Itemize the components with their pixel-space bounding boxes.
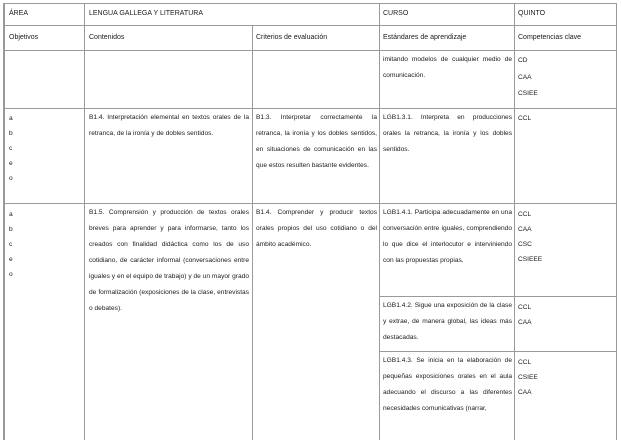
- competencia-item: CCL: [518, 359, 532, 366]
- objetivo-item: b: [9, 130, 13, 137]
- row-divider: [4, 50, 616, 51]
- row-divider: [4, 108, 616, 109]
- area-value: LENGUA GALLEGA Y LITERATURA: [89, 10, 203, 17]
- column-header-competencias: Competencias clave: [518, 34, 582, 41]
- objetivo-item: c: [9, 145, 13, 152]
- criterio-text: B1.4. Comprender y producir textos orales propios del uso cotidiano o del ámbito académico.: [256, 209, 377, 248]
- column-divider: [252, 25, 253, 440]
- criterio-text: B1.3. Interpretar correctamente la retranca, la ironía y los dobles sentidos, en situaciones de comunicación en las que estos resulten bastante evidentes.: [256, 114, 377, 169]
- competencia-item: CCL: [518, 211, 532, 218]
- objetivos-list: [9, 207, 13, 282]
- competencia-item: CSIEE: [518, 90, 538, 97]
- column-divider: [4, 4, 5, 440]
- estandar-text: LGB1.3.1. Interpreta en producciones orales la retranca, la ironía y los dobles sentidos.: [383, 114, 512, 153]
- objetivo-item: a: [9, 211, 13, 218]
- estandar-text: LGB1.4.1. Participa adecuadamente en una conversación entre iguales, comprendiendo lo que dice el interlocutor e interviniendo con las propuestas propias.: [383, 209, 512, 264]
- column-divider: [514, 4, 515, 440]
- objetivo-item: a: [9, 115, 13, 122]
- objetivo-item: o: [9, 175, 13, 182]
- column-header-contenidos: Contenidos: [89, 34, 125, 41]
- competencia-item: CCL: [518, 304, 532, 311]
- curriculum-table: [3, 3, 617, 440]
- competencia-item: CAA: [518, 389, 532, 396]
- estandar-text: imitando modelos de cualquier medio de comunicación.: [383, 56, 512, 79]
- competencia-item: CAA: [518, 226, 532, 233]
- column-divider: [379, 4, 380, 440]
- column-divider: [84, 4, 85, 440]
- contenido-text: B1.4. Interpretación elemental en textos orales de la retranca, de la ironía y de dobles sentidos.: [89, 114, 249, 137]
- column-header-criterios: Criterios de evaluación: [256, 34, 328, 41]
- area-label: ÁREA: [9, 10, 29, 17]
- competencia-item: CCL: [518, 115, 532, 122]
- contenido-text: B1.5. Comprensión y producción de textos orales breves para aprender y para informarse, tanto los creados con finalidad didáctica como los de uso cotidiano, de carácter informal (conversaciones entre iguales y en el equipo de trabajo) y de un mayor grado de formalización (exposiciones de la clase, entrevistas o debates).: [89, 209, 249, 312]
- competencias-list: [518, 300, 532, 330]
- competencia-item: CD: [518, 57, 528, 64]
- objetivo-item: b: [9, 226, 13, 233]
- objetivo-item: c: [9, 241, 13, 248]
- objetivo-item: o: [9, 271, 13, 278]
- column-header-estandares: Estándares de aprendizaje: [383, 34, 467, 41]
- competencia-item: CAA: [518, 73, 532, 81]
- competencias-list: [518, 111, 531, 126]
- course-label: CURSO: [383, 10, 409, 17]
- row-divider: [4, 203, 616, 204]
- estandar-text: LGB1.4.3. Se inicia en la elaboración de pequeñas exposiciones orales en el aula adecuando el discurso a las diferentes necesidades comunicativas (narrar,: [383, 357, 512, 412]
- course-value: QUINTO: [518, 10, 546, 17]
- objetivos-list: [9, 111, 13, 186]
- sub-row-divider: [379, 296, 616, 297]
- competencias-list: [518, 207, 542, 267]
- objetivo-item: e: [9, 160, 13, 167]
- estandar-text: LGB1.4.2. Sigue una exposición de la clase y extrae, de manera global, las ideas más destacadas.: [383, 302, 512, 341]
- row-divider: [4, 25, 616, 26]
- sub-row-divider: [379, 351, 616, 352]
- competencias-list: [518, 53, 538, 103]
- competencia-item: CSIEE: [518, 374, 538, 381]
- competencia-item: CSC: [518, 241, 532, 248]
- column-header-objetivos: Objetivos: [9, 34, 39, 41]
- competencias-list: [518, 355, 538, 400]
- competencia-item: CAA: [518, 319, 532, 326]
- curriculum-page: [3, 3, 615, 439]
- objetivo-item: e: [9, 256, 13, 263]
- competencia-item: CSIEEE: [518, 256, 543, 263]
